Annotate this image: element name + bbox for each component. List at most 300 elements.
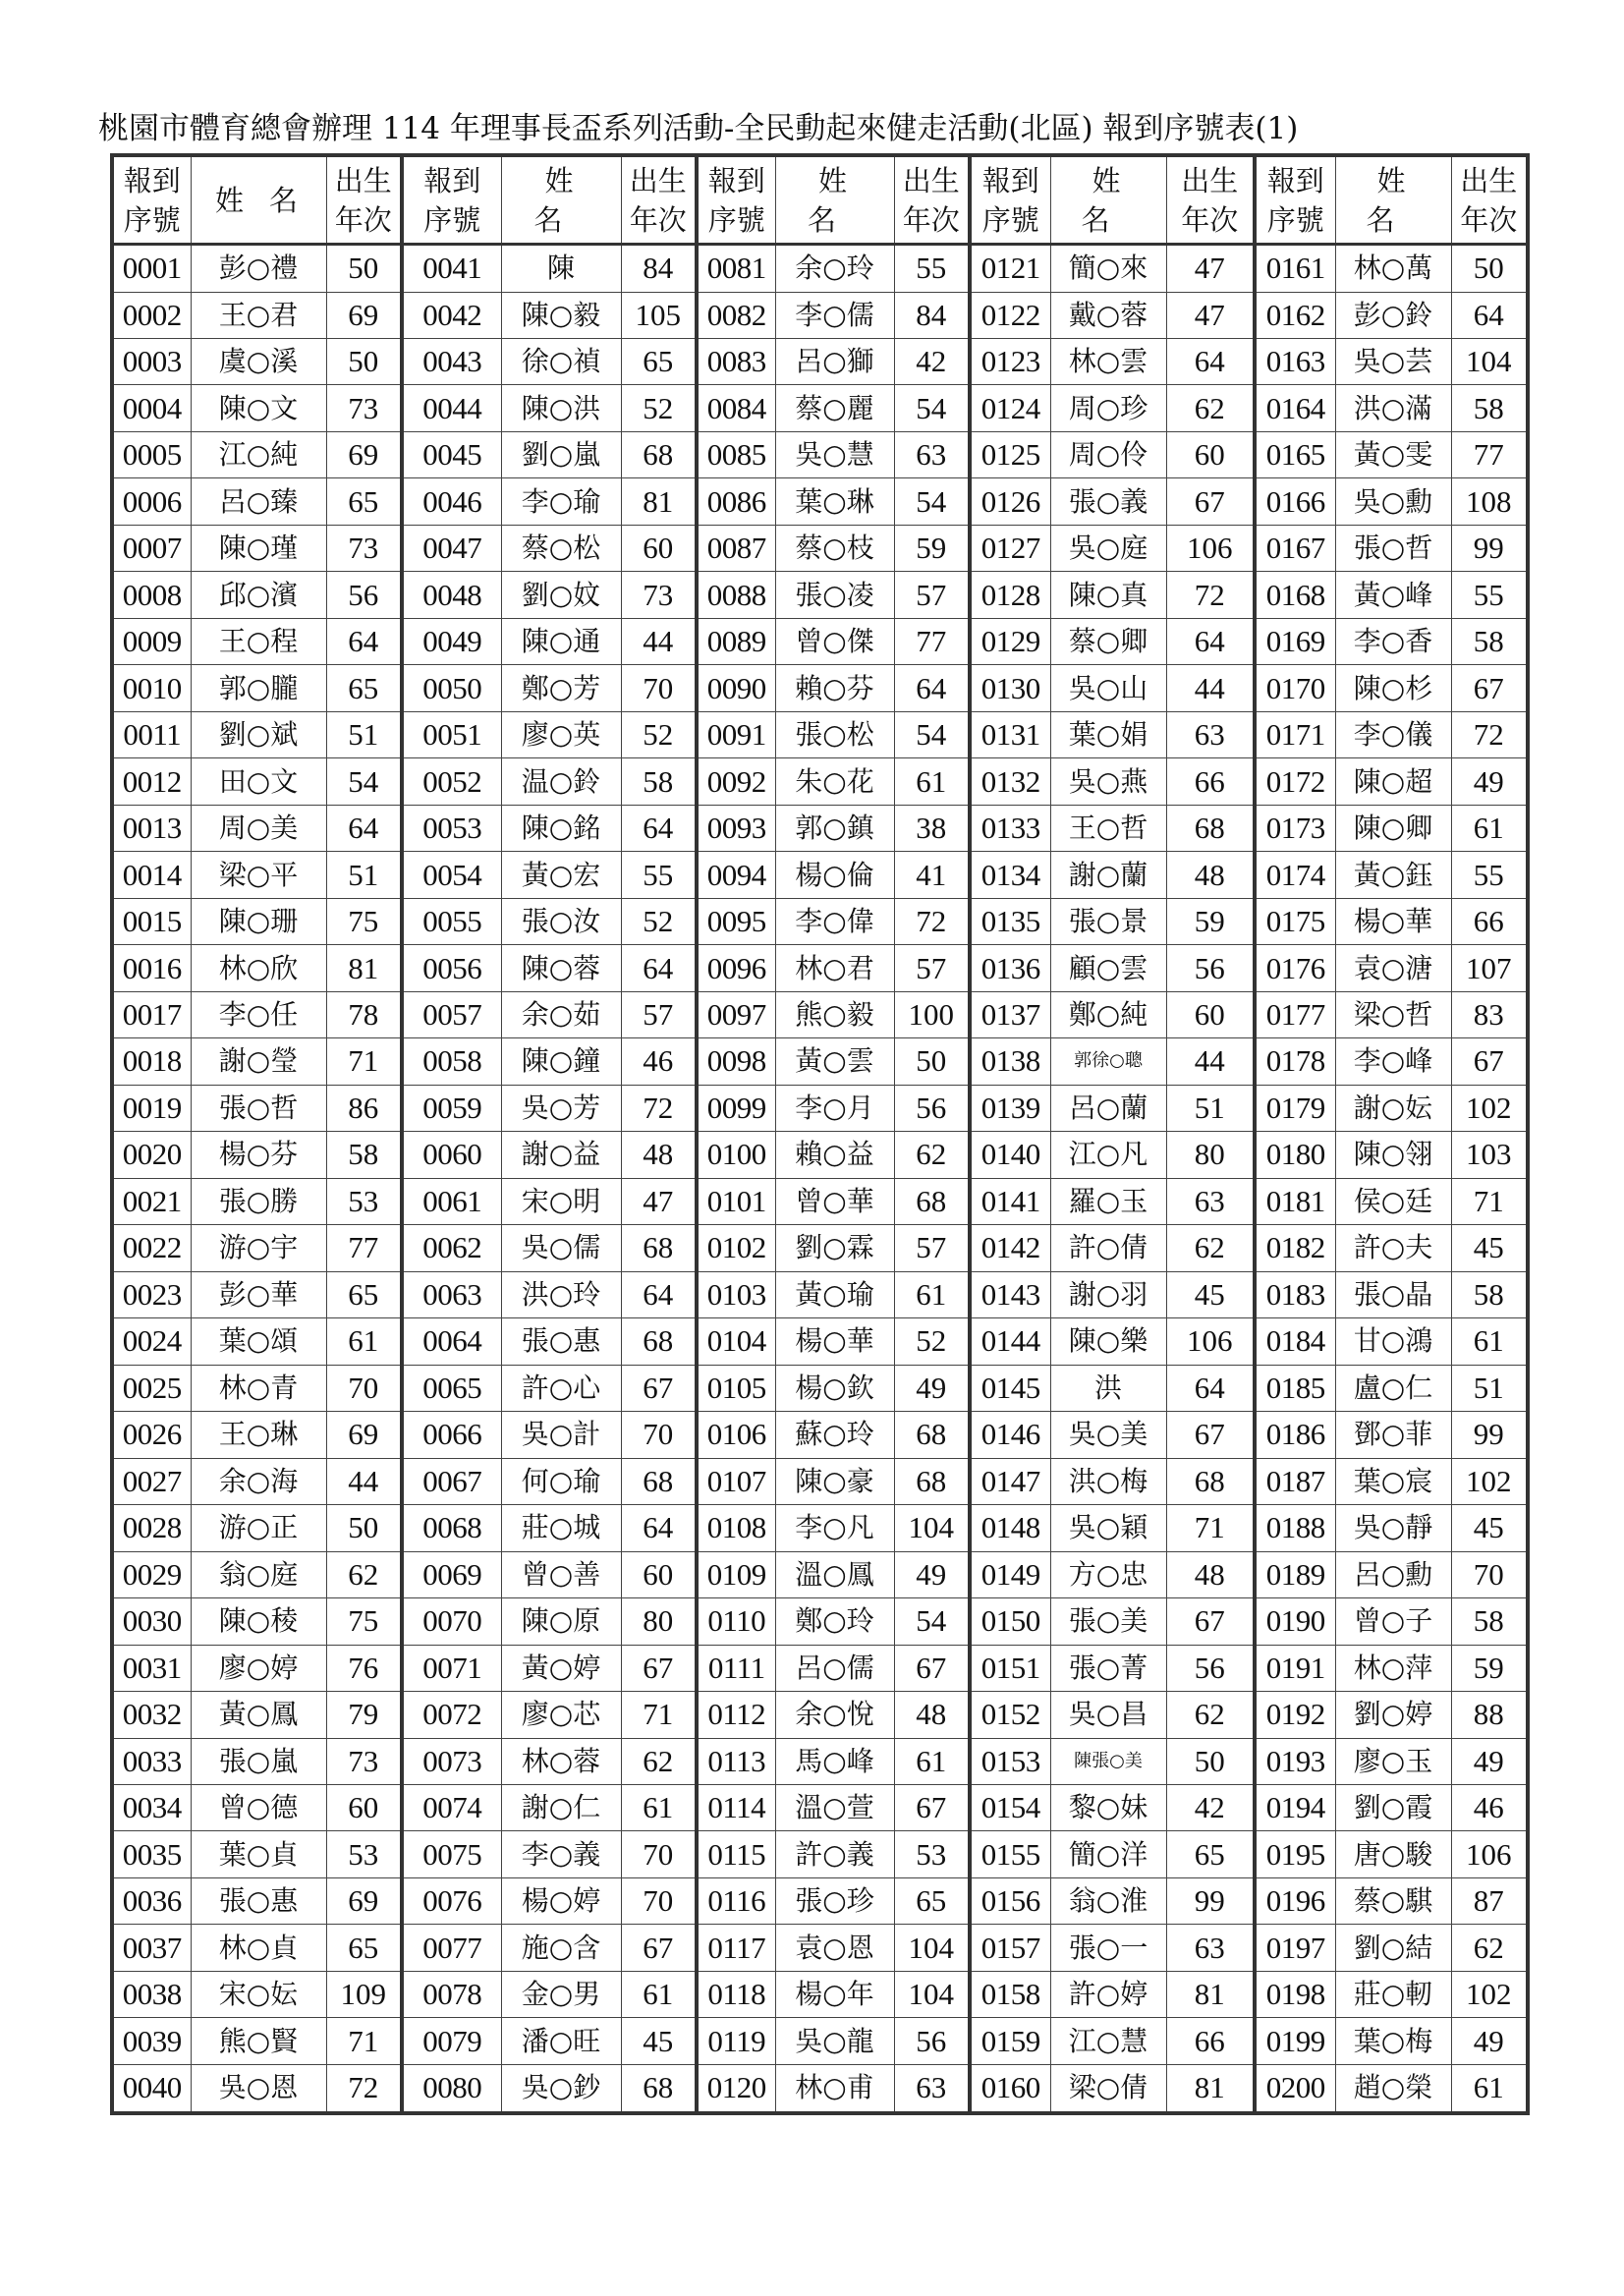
birth-year: 72 <box>621 1085 697 1131</box>
participant-name: 張○一 <box>1050 1925 1166 1971</box>
check-in-number: 0064 <box>402 1318 501 1365</box>
participant-name: 陳○瑾 <box>191 525 326 571</box>
check-in-number: 0012 <box>112 758 191 805</box>
participant-name: 葉○宸 <box>1335 1458 1451 1504</box>
participant-name: 劉○結 <box>1335 1925 1451 1971</box>
participant-name: 游○宇 <box>191 1225 326 1271</box>
birth-year: 57 <box>894 572 970 618</box>
birth-year: 72 <box>1166 572 1255 618</box>
check-in-number: 0011 <box>112 711 191 757</box>
check-in-number: 0155 <box>970 1831 1050 1877</box>
check-in-number: 0109 <box>697 1551 775 1597</box>
check-in-number: 0164 <box>1255 385 1335 431</box>
check-in-number: 0147 <box>970 1458 1050 1504</box>
year-header: 出生 年次 <box>1166 155 1255 245</box>
participant-name: 陳○珊 <box>191 898 326 944</box>
birth-year: 64 <box>1166 1365 1255 1411</box>
participant-name: 李○儀 <box>1335 711 1451 757</box>
birth-year: 49 <box>894 1551 970 1597</box>
birth-year: 105 <box>621 292 697 338</box>
check-in-number: 0061 <box>402 1178 501 1224</box>
birth-year: 50 <box>1451 245 1528 293</box>
table-row <box>112 1085 1528 1131</box>
participant-name: 洪○滿 <box>1335 385 1451 431</box>
birth-year: 44 <box>326 1458 402 1504</box>
participant-name: 吳○山 <box>1050 665 1166 711</box>
participant-name: 林○蓉 <box>501 1738 621 1784</box>
check-in-number: 0068 <box>402 1505 501 1551</box>
check-in-number: 0090 <box>697 665 775 711</box>
participant-name: 李○月 <box>775 1085 894 1131</box>
birth-year: 68 <box>894 1458 970 1504</box>
participant-name: 潘○旺 <box>501 2018 621 2064</box>
participant-name: 熊○毅 <box>775 991 894 1037</box>
name-header: 姓名 <box>775 155 894 245</box>
table-row <box>112 1692 1528 1738</box>
check-in-number: 0016 <box>112 945 191 991</box>
check-in-number: 0200 <box>1255 2064 1335 2113</box>
table-row <box>112 618 1528 664</box>
birth-year: 70 <box>1451 1551 1528 1597</box>
birth-year: 49 <box>1451 2018 1528 2064</box>
birth-year: 64 <box>1166 618 1255 664</box>
participant-name: 朱○花 <box>775 758 894 805</box>
check-in-number: 0067 <box>402 1458 501 1504</box>
check-in-number: 0029 <box>112 1551 191 1597</box>
table-row <box>112 525 1528 571</box>
birth-year: 80 <box>621 1598 697 1645</box>
check-in-number: 0031 <box>112 1645 191 1691</box>
table-row <box>112 1738 1528 1784</box>
birth-year: 102 <box>1451 1458 1528 1504</box>
birth-year: 71 <box>1451 1178 1528 1224</box>
participant-name: 張○松 <box>775 711 894 757</box>
participant-name: 陳○蓉 <box>501 945 621 991</box>
birth-year: 102 <box>1451 1971 1528 2017</box>
birth-year: 67 <box>621 1365 697 1411</box>
birth-year: 83 <box>1451 991 1528 1037</box>
birth-year: 60 <box>1166 991 1255 1037</box>
birth-year: 62 <box>1166 385 1255 431</box>
birth-year: 72 <box>326 2064 402 2113</box>
birth-year: 49 <box>894 1365 970 1411</box>
birth-year: 67 <box>621 1925 697 1971</box>
check-in-roster-table <box>110 153 1530 2115</box>
check-in-number: 0182 <box>1255 1225 1335 1271</box>
birth-year: 67 <box>1451 1038 1528 1085</box>
birth-year: 71 <box>621 1692 697 1738</box>
check-in-number: 0166 <box>1255 478 1335 525</box>
participant-name: 何○瑜 <box>501 1458 621 1504</box>
birth-year: 71 <box>326 1038 402 1085</box>
birth-year: 61 <box>894 1271 970 1317</box>
birth-year: 51 <box>326 852 402 898</box>
participant-name: 余○茹 <box>501 991 621 1037</box>
birth-year: 64 <box>1166 338 1255 384</box>
check-in-number: 0039 <box>112 2018 191 2064</box>
participant-name: 林○君 <box>775 945 894 991</box>
seq-header: 報到 序號 <box>1255 155 1335 245</box>
participant-name: 許○婷 <box>1050 1971 1166 2017</box>
table-row <box>112 1271 1528 1317</box>
table-row <box>112 1038 1528 1085</box>
check-in-number: 0153 <box>970 1738 1050 1784</box>
birth-year: 60 <box>326 1785 402 1831</box>
check-in-number: 0144 <box>970 1318 1050 1365</box>
participant-name: 林○甫 <box>775 2064 894 2113</box>
seq-header: 報到 序號 <box>697 155 775 245</box>
birth-year: 47 <box>1166 245 1255 293</box>
check-in-number: 0050 <box>402 665 501 711</box>
check-in-number: 0168 <box>1255 572 1335 618</box>
check-in-number: 0197 <box>1255 1925 1335 1971</box>
birth-year: 63 <box>894 431 970 477</box>
birth-year: 72 <box>894 898 970 944</box>
check-in-number: 0081 <box>697 245 775 293</box>
check-in-number: 0136 <box>970 945 1050 991</box>
birth-year: 68 <box>1166 805 1255 851</box>
birth-year: 65 <box>894 1877 970 1924</box>
check-in-number: 0116 <box>697 1877 775 1924</box>
check-in-number: 0105 <box>697 1365 775 1411</box>
birth-year: 73 <box>326 385 402 431</box>
participant-name: 謝○益 <box>501 1132 621 1178</box>
check-in-number: 0127 <box>970 525 1050 571</box>
birth-year: 65 <box>326 665 402 711</box>
birth-year: 77 <box>326 1225 402 1271</box>
table-row <box>112 1925 1528 1971</box>
birth-year: 68 <box>621 431 697 477</box>
birth-year: 104 <box>1451 338 1528 384</box>
participant-name: 鄭○玲 <box>775 1598 894 1645</box>
participant-name: 田○文 <box>191 758 326 805</box>
birth-year: 57 <box>894 1225 970 1271</box>
birth-year: 67 <box>1166 478 1255 525</box>
check-in-number: 0089 <box>697 618 775 664</box>
check-in-number: 0062 <box>402 1225 501 1271</box>
participant-name: 徐○禎 <box>501 338 621 384</box>
birth-year: 75 <box>326 898 402 944</box>
check-in-number: 0030 <box>112 1598 191 1645</box>
participant-name: 楊○華 <box>775 1318 894 1365</box>
participant-name: 張○景 <box>1050 898 1166 944</box>
birth-year: 66 <box>1166 758 1255 805</box>
check-in-number: 0073 <box>402 1738 501 1784</box>
check-in-number: 0094 <box>697 852 775 898</box>
participant-name: 曾○子 <box>1335 1598 1451 1645</box>
participant-name: 賴○芬 <box>775 665 894 711</box>
table-row <box>112 758 1528 805</box>
birth-year: 61 <box>1451 2064 1528 2113</box>
participant-name: 黃○婷 <box>501 1645 621 1691</box>
check-in-number: 0154 <box>970 1785 1050 1831</box>
check-in-number: 0103 <box>697 1271 775 1317</box>
participant-name: 李○瑜 <box>501 478 621 525</box>
check-in-number: 0194 <box>1255 1785 1335 1831</box>
check-in-number: 0135 <box>970 898 1050 944</box>
participant-name: 許○倩 <box>1050 1225 1166 1271</box>
participant-name: 王○琳 <box>191 1412 326 1458</box>
participant-name: 翁○庭 <box>191 1551 326 1597</box>
check-in-number: 0140 <box>970 1132 1050 1178</box>
check-in-number: 0131 <box>970 711 1050 757</box>
participant-name: 趙○榮 <box>1335 2064 1451 2113</box>
check-in-number: 0014 <box>112 852 191 898</box>
participant-name: 陳○卿 <box>1335 805 1451 851</box>
check-in-number: 0163 <box>1255 338 1335 384</box>
birth-year: 102 <box>1451 1085 1528 1131</box>
birth-year: 56 <box>894 2018 970 2064</box>
table-row <box>112 898 1528 944</box>
birth-year: 67 <box>894 1785 970 1831</box>
birth-year: 68 <box>894 1412 970 1458</box>
check-in-number: 0034 <box>112 1785 191 1831</box>
birth-year: 65 <box>326 1271 402 1317</box>
birth-year: 69 <box>326 1412 402 1458</box>
birth-year: 50 <box>326 245 402 293</box>
check-in-number: 0152 <box>970 1692 1050 1738</box>
participant-name: 葉○頌 <box>191 1318 326 1365</box>
year-header: 出生 年次 <box>894 155 970 245</box>
check-in-number: 0043 <box>402 338 501 384</box>
birth-year: 60 <box>1166 431 1255 477</box>
check-in-number: 0171 <box>1255 711 1335 757</box>
seq-header: 報到 序號 <box>970 155 1050 245</box>
check-in-number: 0119 <box>697 2018 775 2064</box>
participant-name: 黃○雯 <box>1335 431 1451 477</box>
participant-name: 李○凡 <box>775 1505 894 1551</box>
birth-year: 38 <box>894 805 970 851</box>
birth-year: 70 <box>621 1877 697 1924</box>
check-in-number: 0170 <box>1255 665 1335 711</box>
participant-name: 彭○華 <box>191 1271 326 1317</box>
participant-name: 曾○華 <box>775 1178 894 1224</box>
check-in-number: 0133 <box>970 805 1050 851</box>
participant-name: 黃○雲 <box>775 1038 894 1085</box>
check-in-number: 0086 <box>697 478 775 525</box>
birth-year: 70 <box>621 1412 697 1458</box>
birth-year: 68 <box>621 2064 697 2113</box>
participant-name: 鄭○純 <box>1050 991 1166 1037</box>
birth-year: 73 <box>621 572 697 618</box>
participant-name: 謝○瑩 <box>191 1038 326 1085</box>
check-in-number: 0148 <box>970 1505 1050 1551</box>
check-in-number: 0093 <box>697 805 775 851</box>
birth-year: 109 <box>326 1971 402 2017</box>
participant-name: 袁○溏 <box>1335 945 1451 991</box>
birth-year: 66 <box>1451 898 1528 944</box>
check-in-number: 0118 <box>697 1971 775 2017</box>
roster-body <box>112 245 1528 2114</box>
birth-year: 61 <box>1451 805 1528 851</box>
participant-name: 江○凡 <box>1050 1132 1166 1178</box>
check-in-number: 0070 <box>402 1598 501 1645</box>
table-row <box>112 1831 1528 1877</box>
participant-name: 葉○娟 <box>1050 711 1166 757</box>
participant-name: 梁○倩 <box>1050 2064 1166 2113</box>
check-in-number: 0056 <box>402 945 501 991</box>
participant-name: 黃○鳳 <box>191 1692 326 1738</box>
check-in-number: 0160 <box>970 2064 1050 2113</box>
participant-name: 陳張○美 <box>1050 1738 1166 1784</box>
birth-year: 68 <box>621 1458 697 1504</box>
table-row <box>112 2064 1528 2113</box>
birth-year: 106 <box>1166 1318 1255 1365</box>
table-row <box>112 292 1528 338</box>
birth-year: 64 <box>894 665 970 711</box>
participant-name: 蔡○枝 <box>775 525 894 571</box>
table-row <box>112 1365 1528 1411</box>
participant-name: 莊○城 <box>501 1505 621 1551</box>
check-in-number: 0177 <box>1255 991 1335 1037</box>
name-header: 姓名 <box>501 155 621 245</box>
participant-name: 李○香 <box>1335 618 1451 664</box>
birth-year: 55 <box>894 245 970 293</box>
participant-name: 吳○昌 <box>1050 1692 1166 1738</box>
participant-name: 王○君 <box>191 292 326 338</box>
table-row <box>112 665 1528 711</box>
check-in-number: 0179 <box>1255 1085 1335 1131</box>
check-in-number: 0063 <box>402 1271 501 1317</box>
table-row <box>112 991 1528 1037</box>
check-in-number: 0074 <box>402 1785 501 1831</box>
check-in-number: 0191 <box>1255 1645 1335 1691</box>
participant-name: 黃○鈺 <box>1335 852 1451 898</box>
check-in-number: 0146 <box>970 1412 1050 1458</box>
birth-year: 55 <box>1451 572 1528 618</box>
birth-year: 51 <box>326 711 402 757</box>
birth-year: 67 <box>1166 1412 1255 1458</box>
check-in-number: 0008 <box>112 572 191 618</box>
participant-name: 陳○翎 <box>1335 1132 1451 1178</box>
participant-name: 林○欣 <box>191 945 326 991</box>
check-in-number: 0159 <box>970 2018 1050 2064</box>
birth-year: 56 <box>1166 1645 1255 1691</box>
check-in-number: 0035 <box>112 1831 191 1877</box>
participant-name: 陳○銘 <box>501 805 621 851</box>
check-in-number: 0054 <box>402 852 501 898</box>
check-in-number: 0038 <box>112 1971 191 2017</box>
birth-year: 49 <box>1451 1738 1528 1784</box>
participant-name: 虞○溪 <box>191 338 326 384</box>
check-in-number: 0071 <box>402 1645 501 1691</box>
participant-name: 翁○淮 <box>1050 1877 1166 1924</box>
check-in-number: 0027 <box>112 1458 191 1504</box>
name-header: 姓名 <box>191 155 326 245</box>
check-in-number: 0114 <box>697 1785 775 1831</box>
check-in-number: 0037 <box>112 1925 191 1971</box>
birth-year: 42 <box>894 338 970 384</box>
birth-year: 104 <box>894 1505 970 1551</box>
participant-name: 鄭○芳 <box>501 665 621 711</box>
birth-year: 81 <box>621 478 697 525</box>
participant-name: 吳○龍 <box>775 2018 894 2064</box>
check-in-number: 0181 <box>1255 1178 1335 1224</box>
check-in-number: 0019 <box>112 1085 191 1131</box>
participant-name: 張○汝 <box>501 898 621 944</box>
birth-year: 55 <box>621 852 697 898</box>
participant-name: 張○義 <box>1050 478 1166 525</box>
check-in-number: 0005 <box>112 431 191 477</box>
birth-year: 63 <box>1166 1178 1255 1224</box>
participant-name: 林○貞 <box>191 1925 326 1971</box>
participant-name: 呂○蘭 <box>1050 1085 1166 1131</box>
check-in-number: 0169 <box>1255 618 1335 664</box>
birth-year: 64 <box>326 618 402 664</box>
birth-year: 44 <box>1166 1038 1255 1085</box>
participant-name: 劉○婷 <box>1335 1692 1451 1738</box>
check-in-number: 0104 <box>697 1318 775 1365</box>
birth-year: 69 <box>326 431 402 477</box>
table-row <box>112 1505 1528 1551</box>
check-in-number: 0102 <box>697 1225 775 1271</box>
participant-name: 吳○穎 <box>1050 1505 1166 1551</box>
participant-name: 温○鈴 <box>501 758 621 805</box>
participant-name: 游○正 <box>191 1505 326 1551</box>
check-in-number: 0099 <box>697 1085 775 1131</box>
check-in-number: 0096 <box>697 945 775 991</box>
birth-year: 81 <box>1166 2064 1255 2113</box>
birth-year: 68 <box>621 1318 697 1365</box>
participant-name: 洪○玲 <box>501 1271 621 1317</box>
birth-year: 65 <box>1166 1831 1255 1877</box>
participant-name: 陳○原 <box>501 1598 621 1645</box>
participant-name: 劉○斌 <box>191 711 326 757</box>
birth-year: 53 <box>326 1178 402 1224</box>
birth-year: 52 <box>621 711 697 757</box>
participant-name: 方○忠 <box>1050 1551 1166 1597</box>
birth-year: 62 <box>1166 1692 1255 1738</box>
birth-year: 68 <box>894 1178 970 1224</box>
participant-name: 吳○儒 <box>501 1225 621 1271</box>
participant-name: 林○雲 <box>1050 338 1166 384</box>
participant-name: 彭○鈴 <box>1335 292 1451 338</box>
birth-year: 53 <box>894 1831 970 1877</box>
participant-name: 呂○勳 <box>1335 1551 1451 1597</box>
birth-year: 107 <box>1451 945 1528 991</box>
birth-year: 75 <box>326 1598 402 1645</box>
birth-year: 99 <box>1451 525 1528 571</box>
birth-year: 66 <box>1166 2018 1255 2064</box>
check-in-number: 0180 <box>1255 1132 1335 1178</box>
birth-year: 57 <box>894 945 970 991</box>
participant-name: 黃○瑜 <box>775 1271 894 1317</box>
check-in-number: 0028 <box>112 1505 191 1551</box>
birth-year: 106 <box>1451 1831 1528 1877</box>
birth-year: 52 <box>621 898 697 944</box>
check-in-number: 0044 <box>402 385 501 431</box>
birth-year: 68 <box>621 1225 697 1271</box>
birth-year: 108 <box>1451 478 1528 525</box>
participant-name: 唐○駿 <box>1335 1831 1451 1877</box>
check-in-number: 0052 <box>402 758 501 805</box>
check-in-number: 0003 <box>112 338 191 384</box>
check-in-number: 0066 <box>402 1412 501 1458</box>
check-in-number: 0084 <box>697 385 775 431</box>
participant-name: 宋○明 <box>501 1178 621 1224</box>
check-in-number: 0002 <box>112 292 191 338</box>
check-in-number: 0101 <box>697 1178 775 1224</box>
participant-name: 張○晶 <box>1335 1271 1451 1317</box>
table-row <box>112 945 1528 991</box>
participant-name: 廖○英 <box>501 711 621 757</box>
participant-name: 謝○蘭 <box>1050 852 1166 898</box>
participant-name: 洪○梅 <box>1050 1458 1166 1504</box>
birth-year: 99 <box>1166 1877 1255 1924</box>
check-in-number: 0009 <box>112 618 191 664</box>
participant-name: 溫○鳳 <box>775 1551 894 1597</box>
birth-year: 56 <box>894 1085 970 1131</box>
